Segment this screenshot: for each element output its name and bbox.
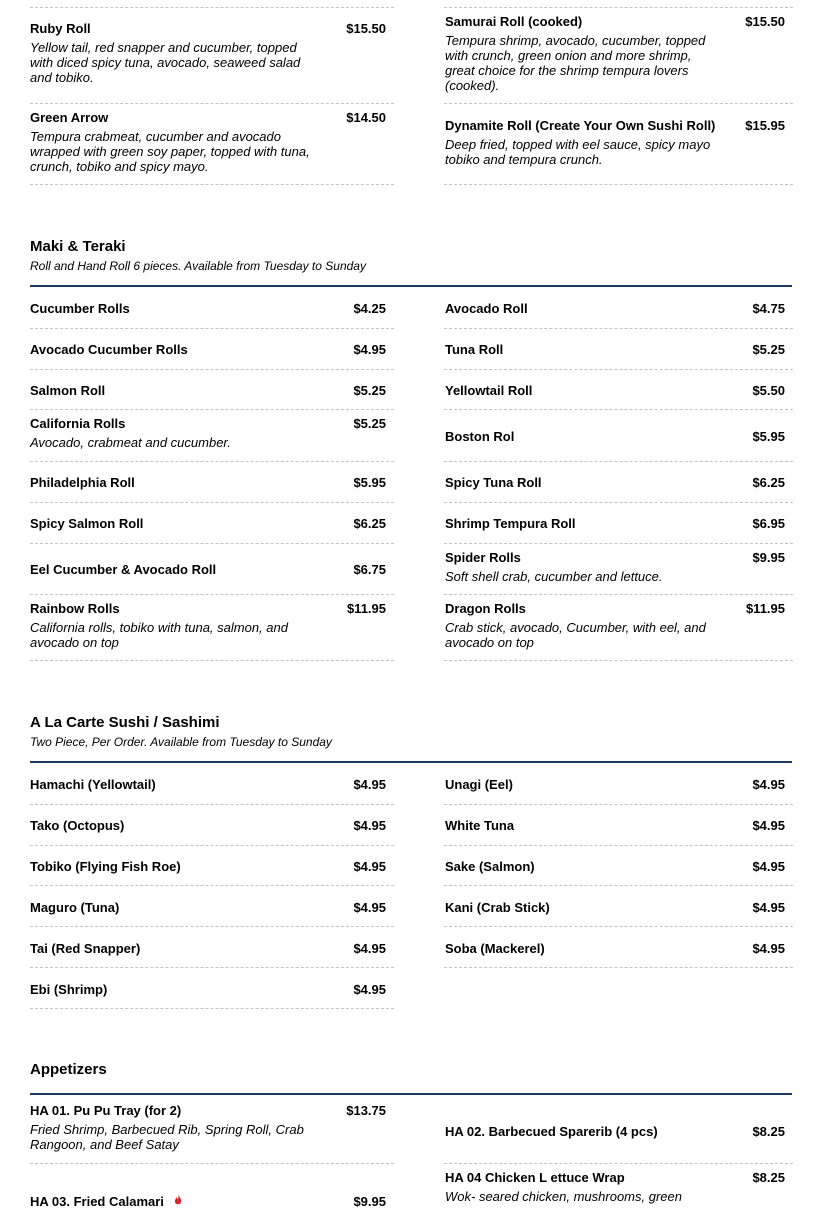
item-name: Sake (Salmon) bbox=[445, 859, 535, 874]
item-description: Yellow tail, red snapper and cucumber, topped with diced spicy tuna, avocado, seaweed salad and tobiko. bbox=[30, 40, 301, 85]
divider bbox=[444, 461, 793, 462]
item-name: Boston Rol bbox=[445, 429, 515, 444]
item-name: White Tuna bbox=[445, 818, 515, 833]
item-name: Avocado Roll bbox=[445, 301, 528, 316]
item-price: $4.95 bbox=[752, 859, 785, 874]
item-price: $4.95 bbox=[752, 941, 785, 956]
divider bbox=[30, 461, 394, 462]
divider bbox=[30, 543, 394, 544]
divider bbox=[30, 369, 394, 370]
item-name: Dynamite Roll (Create Your Own Sushi Roll) bbox=[445, 118, 716, 133]
section-rule bbox=[30, 1093, 792, 1095]
divider bbox=[30, 502, 394, 503]
item-price: $15.50 bbox=[346, 21, 386, 36]
item-price: $5.25 bbox=[752, 342, 785, 357]
divider bbox=[30, 804, 394, 805]
item-name: Ruby Roll bbox=[30, 21, 91, 36]
item-name: Tai (Red Snapper) bbox=[30, 941, 141, 956]
item-price: $4.95 bbox=[353, 900, 386, 915]
item-price: $14.50 bbox=[346, 110, 386, 125]
item-name: Tuna Roll bbox=[445, 342, 504, 357]
item-price: $9.95 bbox=[353, 1194, 386, 1209]
section-title: A La Carte Sushi / Sashimi bbox=[30, 714, 220, 731]
item-price: $8.25 bbox=[752, 1124, 785, 1139]
divider bbox=[444, 184, 793, 185]
item-name: HA 02. Barbecued Sparerib (4 pcs) bbox=[445, 1124, 658, 1139]
divider bbox=[444, 7, 793, 8]
divider bbox=[444, 804, 793, 805]
divider bbox=[444, 967, 793, 968]
item-price: $6.25 bbox=[752, 475, 785, 490]
divider bbox=[30, 1163, 394, 1164]
divider bbox=[444, 885, 793, 886]
divider bbox=[30, 7, 394, 8]
item-name: Green Arrow bbox=[30, 110, 109, 125]
item-description: Deep fried, topped with eel sauce, spicy mayo tobiko and tempura crunch. bbox=[445, 137, 711, 167]
item-description: California rolls, tobiko with tuna, salmon, and avocado on top bbox=[30, 620, 288, 650]
item-name: Rainbow Rolls bbox=[30, 601, 120, 616]
item-name: Philadelphia Roll bbox=[30, 475, 135, 490]
item-name: Shrimp Tempura Roll bbox=[445, 516, 576, 531]
item-name: Cucumber Rolls bbox=[30, 301, 130, 316]
item-description: Fried Shrimp, Barbecued Rib, Spring Roll, Crab Rangoon, and Beef Satay bbox=[30, 1122, 304, 1152]
divider bbox=[30, 885, 394, 886]
item-name: Tobiko (Flying Fish Roe) bbox=[30, 859, 181, 874]
item-description: Wok- seared chicken, mushrooms, green bbox=[445, 1189, 682, 1204]
item-name: Samurai Roll (cooked) bbox=[445, 14, 583, 29]
item-price: $4.95 bbox=[353, 342, 386, 357]
divider bbox=[30, 660, 394, 661]
divider bbox=[444, 1163, 793, 1164]
item-price: $4.95 bbox=[353, 982, 386, 997]
item-description: Tempura crabmeat, cucumber and avocado wrapped with green soy paper, topped with tuna, crunch, tobiko and spicy mayo. bbox=[30, 129, 310, 174]
item-price: $4.25 bbox=[353, 301, 386, 316]
item-price: $5.95 bbox=[752, 429, 785, 444]
item-description: Crab stick, avocado, Cucumber, with eel, and avocado on top bbox=[445, 620, 706, 650]
section-subtitle: Roll and Hand Roll 6 pieces. Available from Tuesday to Sunday bbox=[30, 259, 366, 273]
divider bbox=[444, 543, 793, 544]
item-price: $4.95 bbox=[353, 859, 386, 874]
item-price: $4.95 bbox=[752, 900, 785, 915]
item-name: Spider Rolls bbox=[445, 550, 521, 565]
item-price: $4.95 bbox=[353, 818, 386, 833]
divider bbox=[30, 967, 394, 968]
divider bbox=[30, 845, 394, 846]
divider bbox=[444, 369, 793, 370]
item-name: Eel Cucumber & Avocado Roll bbox=[30, 562, 217, 577]
section-title: Maki & Teraki bbox=[30, 238, 126, 255]
section-title: Appetizers bbox=[30, 1061, 107, 1078]
item-name: Spicy Tuna Roll bbox=[445, 475, 542, 490]
item-name: HA 01. Pu Pu Tray (for 2) bbox=[30, 1103, 182, 1118]
divider bbox=[444, 594, 793, 595]
item-name: Hamachi (Yellowtail) bbox=[30, 777, 156, 792]
item-price: $11.95 bbox=[745, 601, 785, 616]
item-price: $4.95 bbox=[353, 777, 386, 792]
item-price: $6.95 bbox=[752, 516, 785, 531]
item-price: $8.25 bbox=[752, 1170, 785, 1185]
item-description: Tempura shrimp, avocado, cucumber, topped with crunch, green onion and more shrimp, great choice for the shrimp tempura lovers (cooked). bbox=[445, 33, 706, 93]
item-name: Maguro (Tuna) bbox=[30, 900, 120, 915]
item-price: $4.95 bbox=[353, 941, 386, 956]
item-name: Spicy Salmon Roll bbox=[30, 516, 144, 531]
item-name: California Rolls bbox=[30, 416, 126, 431]
item-name: HA 03. Fried Calamari bbox=[30, 1194, 164, 1209]
item-price: $6.75 bbox=[353, 562, 386, 577]
divider bbox=[30, 184, 394, 185]
divider bbox=[444, 328, 793, 329]
divider bbox=[30, 328, 394, 329]
item-description: Soft shell crab, cucumber and lettuce. bbox=[445, 569, 663, 584]
item-price: $4.95 bbox=[752, 818, 785, 833]
item-name: HA 04 Chicken L ettuce Wrap bbox=[445, 1170, 625, 1185]
divider bbox=[30, 926, 394, 927]
item-price: $4.95 bbox=[752, 777, 785, 792]
item-name: Avocado Cucumber Rolls bbox=[30, 342, 188, 357]
item-name: Salmon Roll bbox=[30, 383, 106, 398]
divider bbox=[444, 103, 793, 104]
item-name: Tako (Octopus) bbox=[30, 818, 125, 833]
divider bbox=[444, 845, 793, 846]
item-price: $6.25 bbox=[353, 516, 386, 531]
item-price: $13.75 bbox=[346, 1103, 386, 1118]
item-price: $11.95 bbox=[346, 601, 386, 616]
item-price: $15.95 bbox=[745, 118, 785, 133]
item-name: Dragon Rolls bbox=[445, 601, 526, 616]
item-price: $5.50 bbox=[752, 383, 785, 398]
divider bbox=[30, 1008, 394, 1009]
item-price: $5.25 bbox=[353, 383, 386, 398]
item-price: $9.95 bbox=[752, 550, 785, 565]
section-rule bbox=[30, 761, 792, 763]
item-name: Ebi (Shrimp) bbox=[30, 982, 108, 997]
divider bbox=[30, 103, 394, 104]
item-description: Avocado, crabmeat and cucumber. bbox=[30, 435, 231, 450]
divider bbox=[30, 409, 394, 410]
item-name: Soba (Mackerel) bbox=[445, 941, 545, 956]
spicy-icon bbox=[174, 1194, 182, 1206]
divider bbox=[30, 594, 394, 595]
item-name: Unagi (Eel) bbox=[445, 777, 513, 792]
section-subtitle: Two Piece, Per Order. Available from Tuesday to Sunday bbox=[30, 735, 332, 749]
divider bbox=[444, 926, 793, 927]
item-price: $15.50 bbox=[745, 14, 785, 29]
item-price: $5.25 bbox=[353, 416, 386, 431]
divider bbox=[444, 502, 793, 503]
section-rule bbox=[30, 285, 792, 287]
item-name: Yellowtail Roll bbox=[445, 383, 533, 398]
item-name: Kani (Crab Stick) bbox=[445, 900, 550, 915]
divider bbox=[444, 409, 793, 410]
divider bbox=[444, 660, 793, 661]
item-price: $4.75 bbox=[752, 301, 785, 316]
item-price: $5.95 bbox=[353, 475, 386, 490]
